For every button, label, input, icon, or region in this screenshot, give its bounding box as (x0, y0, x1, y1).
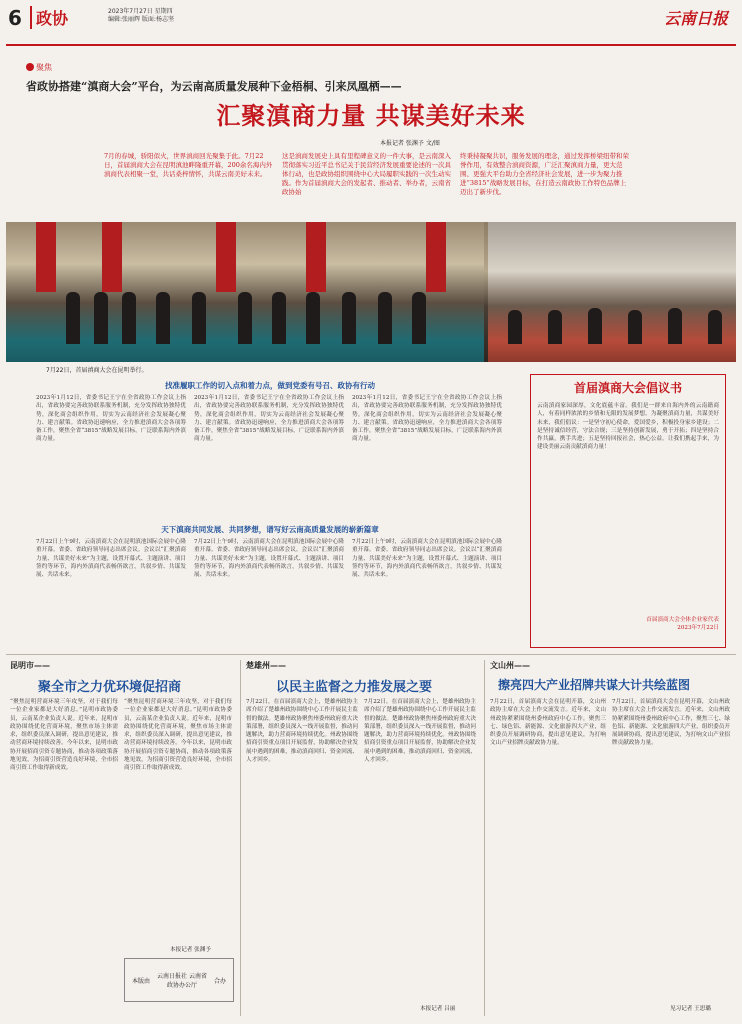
photo-caption: 7月22日，首届滇商大会在昆明举行。 (46, 367, 148, 374)
city-label-kunming: 昆明市—— (10, 661, 50, 670)
proposal-date: 2023年7月22日 (677, 625, 719, 632)
kunming-title: 聚全市之力优环境促招商 (38, 680, 182, 695)
body-text-1c: 2023年1月12日，省委书记王宁在全省政协工作会议上指出，省政协要完善政协联系服务机制，充分发挥政协独特优势，深化商会组织作用，切实为云南经济社会发展凝心聚力、建言献策。省政协迅速响应，全力推进滇商大会各项筹备工作，聚焦全省“3815”战略发展目标，广泛联系海内外滇商力量。 (352, 395, 502, 443)
lead-paragraph-2: 这是滇商发展史上具有里程碑意义的一件大事，是云南深入贯彻落实习近平总书记关于民营经济发展重要论述的一次具体行动，也是政协组织围绕中心大局履职实践的一次生动实践。作为首届滇商大会的发起者、推动者、举办者，云南省政协始 (282, 152, 451, 196)
page-number: 6 (8, 6, 22, 30)
wenshan-title: 擦亮四大产业招牌共谋大计共绘蓝图 (498, 678, 691, 692)
city-label-wenshan: 文山州—— (490, 661, 530, 670)
advert-box (124, 958, 234, 1002)
kunming-body-a: “聚焦昆明营商环境三年攻坚，对于我们每一位企业家都是大好消息。”昆明市政协委员，云南某企业负责人说。近年来，昆明市政协围绕优化营商环境，聚焦市场主体需求，组织委员深入调研，提出意见建议，推动营商环境持续改善。今年以来，昆明市政协开展招商引资专题协商，推动各项政策落地见效，为招商引资营造良好环境，全市招商引资工作取得新成效。 (10, 699, 118, 772)
advert-org: 云南日报社 云南省政协办公厅 (157, 973, 207, 989)
section-divider (6, 654, 736, 655)
chuxiong-body-b: 7月22日，在首届滇商大会上，楚雄州政协主席介绍了楚雄州政协围绕中心工作开展民主监督的做法。楚雄州政协聚焦州委州政府重大决策部署，组织委员深入一线开展监督，推动问题解决，助力营商环境持续优化。州政协围绕招商引资重点项目开展监督，协助解决企业发展中遇到的困难，推动滇商回归、资金回流、人才回乡。 (364, 699, 476, 764)
chuxiong-body-a: 7月22日，在首届滇商大会上，楚雄州政协主席介绍了楚雄州政协围绕中心工作开展民主监督的做法。楚雄州政协聚焦州委州政府重大决策部署，组织委员深入一线开展监督，推动问题解决，助力营商环境持续优化。州政协围绕招商引资重点项目开展监督，协助解决企业发展中遇到的困难，推动滇商回归、资金回流、人才回乡。 (246, 699, 358, 764)
stage-photo (6, 222, 484, 362)
wenshan-body-a: 7月22日，首届滇商大会在昆明开幕，文山州政协主席在大会上作交流发言。近年来，文山州政协紧紧围绕州委州政府中心工作，聚焦三七、绿色铝、新能源、文化旅游四大产业，组织委员开展调研协商，提出意见建议，为打响文山产业招牌贡献政协力量。 (490, 699, 606, 747)
wenshan-author: 见习记者 王思璐 (670, 1006, 711, 1012)
wenshan-body-b: 7月22日，首届滇商大会在昆明开幕，文山州政协主席在大会上作交流发言。近年来，文山州政协紧紧围绕州委州政府中心工作，聚焦三七、绿色铝、新能源、文化旅游四大产业，组织委员开展调研协商，提出意见建议，为打响文山产业招牌贡献政协力量。 (612, 699, 730, 747)
proposal-box (530, 374, 726, 648)
editor-line: 编辑:张丽辉 版面:杨志坚 (108, 16, 174, 23)
section-heading-2: 天下滇商共同发展、共同梦想，谱写好云南高质量发展的崭新篇章 (161, 525, 379, 534)
section-name: 政协 (30, 6, 68, 29)
lead-paragraph-3: 终秉持凝聚共识，服务发展的理念，通过发挥桥梁纽带和荣誉作用，有效整合滇商资源，广泛汇聚滇商力量，更大范围、更强大平台助力全省经济社会发展，进一步为聚力推进“3815”战略发展目标，在打造云南政协工作特色品牌上迈出了新步伐。 (460, 152, 629, 196)
newspaper-logo: 云南日报 (663, 9, 728, 28)
date-line: 2023年7月27日 星期四 (108, 8, 173, 15)
body-text-2b: 7月22日上午9时，云南滇商大会在昆明滇池国际会展中心隆重开幕。省委、省政府领导同志出席会议。会议以“汇聚滇商力量、共谋美好未来”为主题，设置开幕式、主题演讲、项目签约等环节，海内外滇商代表畅所欲言，共叙乡情、共谋发展、共话未来。 (194, 539, 344, 579)
audience-photo (488, 222, 736, 362)
feature-subheadline: 省政协搭建“滇商大会”平台，为云南高质量发展种下金梧桐、引来凤凰栖—— (26, 80, 402, 93)
lead-paragraph-1: 7月的春城，骄阳似火，世界滇商回光聚集于此。7月22日，首届滇商大会在昆明滇池畔隆重开幕，200余名海内外滇商代表相聚一堂，共话桑梓情怀，共谋云南美好未来。 (104, 152, 273, 178)
advert-label: 本版由 (131, 977, 150, 985)
proposal-signature: 首届滇商大会全体企业家代表 (646, 617, 719, 623)
body-text-1a: 2023年1月12日，省委书记王宁在全省政协工作会议上指出，省政协要完善政协联系服务机制，充分发挥政协独特优势，深化商会组织作用，切实为云南经济社会发展凝心聚力、建言献策。省政协迅速响应，全力推进滇商大会各项筹备工作，聚焦全省“3815”战略发展目标，广泛联系海内外滇商力量。 (36, 395, 186, 443)
page-meta (108, 8, 208, 24)
feature-tag: 聚焦 (36, 63, 52, 72)
kunming-author: 本报记者 张渊予 (170, 947, 211, 953)
focus-icon (26, 63, 34, 71)
kunming-body-b: “聚焦昆明营商环境三年攻坚，对于我们每一位企业家都是大好消息。”昆明市政协委员，云南某企业负责人说。近年来，昆明市政协围绕优化营商环境，聚焦市场主体需求，组织委员深入调研，提出意见建议，推动营商环境持续改善。今年以来，昆明市政协开展招商引资专题协商，推动各项政策落地见效，为招商引资营造良好环境，全市招商引资工作取得新成效。 (124, 699, 232, 772)
advert-suffix: 合办 (214, 977, 227, 985)
column-divider-1 (240, 660, 241, 1016)
proposal-body: 云南滇商家园深厚，文化底蕴丰富。我们是一群来自海内外的云南籍商人，有着同样浓浓的乡情和无限的发展梦想。为凝聚滇商力量，共谋美好未来，我们倡议：一是坚守初心使命，爱国爱乡，积极投身家乡建设；二是坚持诚信经营，守法合规；三是坚持创新发展，勇于开拓；四是坚持合作共赢，携手共进；五是坚持回报社会，热心公益。让我们携起手来，为建设美丽云南贡献滇商力量！ (537, 403, 719, 451)
header-rule (6, 44, 736, 46)
body-text-2c: 7月22日上午9时，云南滇商大会在昆明滇池国际会展中心隆重开幕。省委、省政府领导同志出席会议。会议以“汇聚滇商力量、共谋美好未来”为主题，设置开幕式、主题演讲、项目签约等环节，海内外滇商代表畅所欲言，共叙乡情、共谋发展、共话未来。 (352, 539, 502, 579)
conference-photo (6, 222, 736, 362)
chuxiong-author: 本报记者 吕丽 (420, 1006, 456, 1012)
feature-headline: 汇聚滇商力量 共谋美好未来 (216, 102, 526, 130)
column-divider-2 (484, 660, 485, 1016)
body-text-2a: 7月22日上午9时，云南滇商大会在昆明滇池国际会展中心隆重开幕。省委、省政府领导同志出席会议。会议以“汇聚滇商力量、共谋美好未来”为主题，设置开幕式、主题演讲、项目签约等环节，海内外滇商代表畅所欲言，共叙乡情、共谋发展、共话未来。 (36, 539, 186, 579)
feature-byline: 本报记者 张渊予 文/图 (380, 140, 440, 147)
section-heading-1: 找准履职工作的切入点和着力点，做到党委有号召、政协有行动 (165, 381, 375, 390)
body-text-1b: 2023年1月12日，省委书记王宁在全省政协工作会议上指出，省政协要完善政协联系服务机制，充分发挥政协独特优势，深化商会组织作用，切实为云南经济社会发展凝心聚力、建言献策。省政协迅速响应，全力推进滇商大会各项筹备工作，聚焦全省“3815”战略发展目标，广泛联系海内外滇商力量。 (194, 395, 344, 443)
city-label-chuxiong: 楚雄州—— (246, 661, 286, 670)
proposal-title: 首届滇商大会倡议书 (573, 381, 682, 395)
chuxiong-title: 以民主监督之力推发展之要 (276, 680, 433, 695)
